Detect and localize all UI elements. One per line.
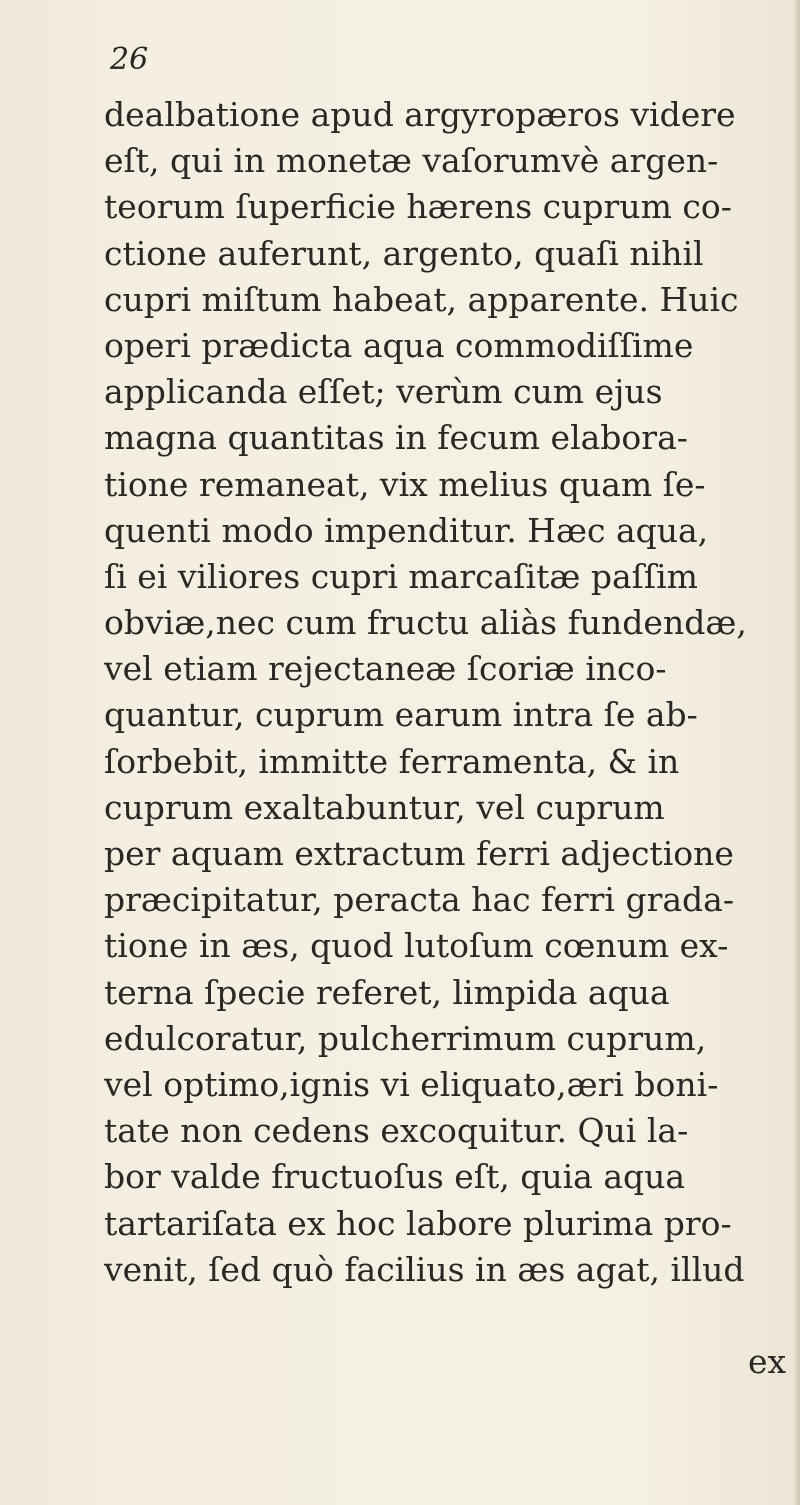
text-line: teorum ſuperficie hærens cuprum co-	[104, 187, 732, 227]
text-line: eſt, qui in monetæ vaſorumvè argen-	[104, 141, 719, 181]
text-line: bor valde fructuoſus eſt, quia aqua	[104, 1157, 686, 1197]
text-line: præcipitatur, peracta hac ferri grada-	[104, 880, 734, 920]
text-line: edulcoratur, pulcherrimum cuprum,	[104, 1018, 707, 1058]
text-line: tartariſata ex hoc labore plurima pro-	[104, 1203, 732, 1243]
text-line: obviæ,nec cum fructu aliàs fundendæ,	[104, 603, 747, 643]
text-line: ctione auferunt, argento, quaſi nihil	[104, 233, 704, 273]
text-line: ſi ei viliores cupri marcaſitæ paſſim	[104, 556, 698, 596]
text-line: dealbatione apud argyropæros videre	[104, 95, 736, 134]
text-line: magna quantitas in fecum elabora-	[104, 418, 688, 458]
text-line: quenti modo impenditur. Hæc aqua,	[104, 510, 709, 550]
text-line: vel optimo,ignis vi eliquato,æri boni-	[104, 1064, 719, 1104]
text-line: vel etiam rejectaneæ ſcoriæ inco-	[104, 649, 667, 689]
text-line: tate non cedens excoquitur. Qui la-	[104, 1111, 689, 1151]
text-line: cuprum exaltabuntur, vel cuprum	[104, 787, 665, 827]
body-text	[104, 92, 794, 1293]
page-number: 26	[110, 42, 149, 77]
text-line: tione in æs, quod lutoſum cœnum ex-	[104, 926, 729, 966]
text-line: tione remaneat, vix melius quam ſe-	[104, 464, 706, 504]
text-line: per aquam extractum ferri adjectione	[104, 834, 734, 873]
text-line: ſorbebit, immitte ferramenta, & in	[104, 741, 680, 781]
text-line: cupri miſtum habeat, apparente. Huic	[104, 279, 739, 319]
catchword: ex	[748, 1342, 787, 1381]
text-line: terna ſpecie referet, limpida aqua	[104, 972, 670, 1012]
text-line: venit, ſed quò facilius in æs agat, illud	[104, 1249, 745, 1289]
page-edge	[794, 0, 800, 1505]
text-line: applicanda eſſet; verùm cum ejus	[104, 372, 663, 412]
text-line: operi prædicta aqua commodiſſime	[104, 325, 694, 365]
text-line: quantur, cuprum earum intra ſe ab-	[104, 695, 698, 735]
